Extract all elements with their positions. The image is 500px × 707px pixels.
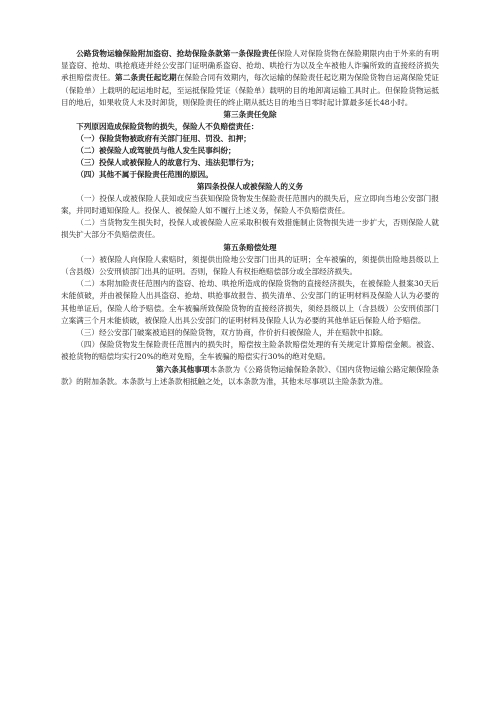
article-5-heading: 第五条赔偿处理 — [223, 242, 277, 252]
article-4-paragraph-1: （一）投保人或被保险人获知或应当获知保险货物发生保险责任范围内的损失后，应立即向当地公安部门报案，并同时通知保险人。投保人、被保险人如不履行上述义务，保险人不负赔偿责任。 — [61, 193, 439, 216]
exclusion-item-3: （三）投保人或被保险人的故意行为、违法犯罪行为； — [76, 158, 259, 168]
exclusion-item-1: （一）保险货物被政府有关部门征用、罚没、扣押； — [76, 134, 251, 144]
article-3-heading: 第三条责任免除 — [223, 110, 277, 120]
article-4-heading: 第四条投保人或被保险人的义务 — [196, 181, 304, 191]
article-1-body: 保险人对保险货物在保险期限内由于外来的有明显盗窃、抢劫、哄抢痕迹并经公安部门证明确系盗窃、抢劫、哄抢行为以及全车被他人诈骗所致的直接经济损失承担赔偿责任。 — [61, 49, 440, 83]
article-6-heading: 第六条其他事项 — [156, 364, 210, 374]
article-1-heading: 公路货物运输保险附加盗窃、抢劫保险条款第一条保险责任 — [76, 49, 277, 58]
article-6-body: 本条款为《公路货物运输保险条款》、《国内货物运输公路定额保险条款》的附加条款。本条款与上述条款相抵触之处，以本条款为准，其他未尽事项以主险条款为准。 — [61, 364, 439, 386]
article-2-heading: 第二条责任起讫期 — [115, 73, 177, 83]
exclusion-item-2: （二）被保险人或驾驶员与他人发生民事纠纷； — [76, 146, 236, 156]
article-3-intro: 下列原因造成保险货物的损失，保险人不负赔偿责任： — [76, 122, 259, 132]
article-6-paragraph — [61, 364, 439, 388]
document-page — [61, 48, 439, 388]
article-5-paragraph-1: （一）被保险人向保险人索赔时，须提供出险地公安部门出具的证明；全车被骗的，须提供出险地县级以上（含县级）公安刑侦部门出具的证明。否则，保险人有权拒绝赔偿部分或全部经济损失。 — [61, 254, 439, 277]
article-5-paragraph-3: （三）经公安部门破案被追回的保险货物，双方协商，作价折归被保险人，并在赔款中扣除。 — [76, 328, 388, 338]
article-1-paragraph — [61, 48, 439, 109]
article-4-paragraph-2: （二）当货物发生损失时，投保人或被保险人应采取积极有效措施制止货物损失进一步扩大，否则保险人就损失扩大部分不负赔偿责任。 — [61, 218, 439, 240]
article-5-paragraph-2: （二）本附加险责任范围内的盗窃、抢劫、哄抢所造成的保险货物的直接经济损失，在被保险人报案30天后未能侦破，并由被保险人出具盗窃、抢劫、哄抢事故报告、损失清单、公安部门的证明材料及保险人认为必要的其他单证后，保险人给予赔偿。全车被骗所致保险货物的直接经济损失，须经县级以上（含县级）公安刑侦部门立案满三个月未能侦破，被保险人出具公安部门的证明材料及保险人认为必要的其他单证后保险人给予赔偿。 — [61, 279, 439, 325]
exclusion-item-4: （四）其他不属于保险责任范围的原因。 — [76, 169, 213, 179]
article-2-body: 在保险合同有效期内，每次运输的保险责任起讫期为保险货物自运离保险凭证（保险单）上载明的起运地时起，至运抵保险凭证（保险单）载明的目的地卸离运输工具时止。但保险货物运抵目的地后，如果收货人未及时卸货，则保险责任的终止期从抵达目的地当日零时起计算最多延长48小时。 — [61, 73, 440, 107]
article-5-paragraph-4: （四）保险货物发生保险责任范围内的损失时，赔偿按主险条款赔偿处理的有关规定计算赔偿金额。被盗、被抢货物的赔偿均实行20%的绝对免赔，全车被骗的赔偿实行30%的绝对免赔。 — [61, 340, 439, 362]
